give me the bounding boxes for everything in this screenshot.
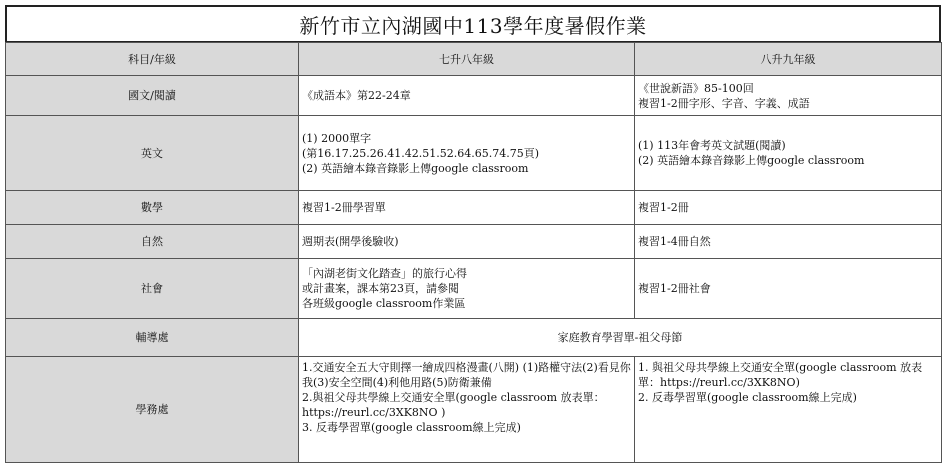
row-counseling xyxy=(6,319,942,357)
g8-cell xyxy=(635,225,942,259)
g7-line: 週期表(開學後驗收) xyxy=(302,235,399,248)
subject-cell: 學務處 xyxy=(6,357,299,463)
g8-line: 複習1-2冊字形、字音、字義、成語 xyxy=(638,96,810,110)
header-row xyxy=(6,43,942,76)
g7-line: 2.與祖父母共學線上交通安全單(google classroom 放表單：https://reurl.cc/3XK8NO ) xyxy=(302,391,605,419)
row-chinese xyxy=(6,76,942,116)
row-science xyxy=(6,225,942,259)
g8-line: 複習1-2冊 xyxy=(638,201,689,214)
g7-line: 「內湖老街文化踏查」的旅行心得 xyxy=(302,267,467,280)
g7-line: (1) 2000單字 xyxy=(302,131,372,145)
subject-cell: 國文/閱讀 xyxy=(6,76,299,116)
g7-cell xyxy=(299,116,635,191)
g8-line: 複習1-4冊自然 xyxy=(638,235,711,248)
g7-line: (2) 英語繪本錄音錄影上傳google classroom xyxy=(302,161,529,175)
subject-cell: 社會 xyxy=(6,259,299,319)
g8-cell xyxy=(635,116,942,191)
g7-line: 各班級google classroom作業區 xyxy=(302,297,466,310)
g8-cell xyxy=(635,357,942,463)
g7-cell xyxy=(299,76,635,116)
g8-cell xyxy=(635,191,942,225)
header-grade8to9: 八升九年級 xyxy=(635,43,942,76)
g8-line: 《世說新語》85-100回 xyxy=(638,81,754,95)
counseling-content: 家庭教育學習單-祖父母節 xyxy=(299,319,942,357)
g8-line: 1. 與祖父母共學線上交通安全單(google classroom 放表單：https://reurl.cc/3XK8NO) xyxy=(638,361,923,389)
g7-line: 《成語本》第22-24章 xyxy=(302,89,411,102)
g8-line: (1) 113年會考英文試題(閱讀) xyxy=(638,139,786,152)
g7-line: 或計畫案，課本第23頁，請參閱 xyxy=(302,282,459,295)
homework-table xyxy=(5,42,942,463)
g7-line: (第16.17.25.26.41.42.51.52.64.65.74.75頁) xyxy=(302,146,540,160)
header-subject: 科目/年級 xyxy=(6,43,299,76)
g7-line: 3. 反毒學習單(google classroom線上完成) xyxy=(302,421,521,434)
row-academic-affairs xyxy=(6,357,942,463)
g8-line: 複習1-2冊社會 xyxy=(638,282,711,295)
g7-cell xyxy=(299,259,635,319)
g7-cell xyxy=(299,357,635,463)
g8-cell xyxy=(635,259,942,319)
g8-line: 2. 反毒學習單(google classroom線上完成) xyxy=(638,391,857,404)
g7-cell xyxy=(299,191,635,225)
row-social xyxy=(6,259,942,319)
row-english xyxy=(6,116,942,191)
g8-cell xyxy=(635,76,942,116)
g7-cell xyxy=(299,225,635,259)
g7-line: 1.交通安全五大守則擇一繪成四格漫畫(八開) (1)路權守法(2)看見你我(3)安全空間(4)利他用路(5)防衛兼備 xyxy=(302,361,631,389)
g8-line: (2) 英語繪本錄音錄影上傳google classroom xyxy=(638,154,865,167)
row-math xyxy=(6,191,942,225)
homework-sheet xyxy=(5,5,941,463)
subject-cell: 英文 xyxy=(6,116,299,191)
subject-cell: 數學 xyxy=(6,191,299,225)
subject-cell: 輔導處 xyxy=(6,319,299,357)
g7-line: 複習1-2冊學習單 xyxy=(302,201,386,214)
subject-cell: 自然 xyxy=(6,225,299,259)
header-grade7to8: 七升八年級 xyxy=(299,43,635,76)
document-title: 新竹市立內湖國中113學年度暑假作業 xyxy=(5,5,941,42)
